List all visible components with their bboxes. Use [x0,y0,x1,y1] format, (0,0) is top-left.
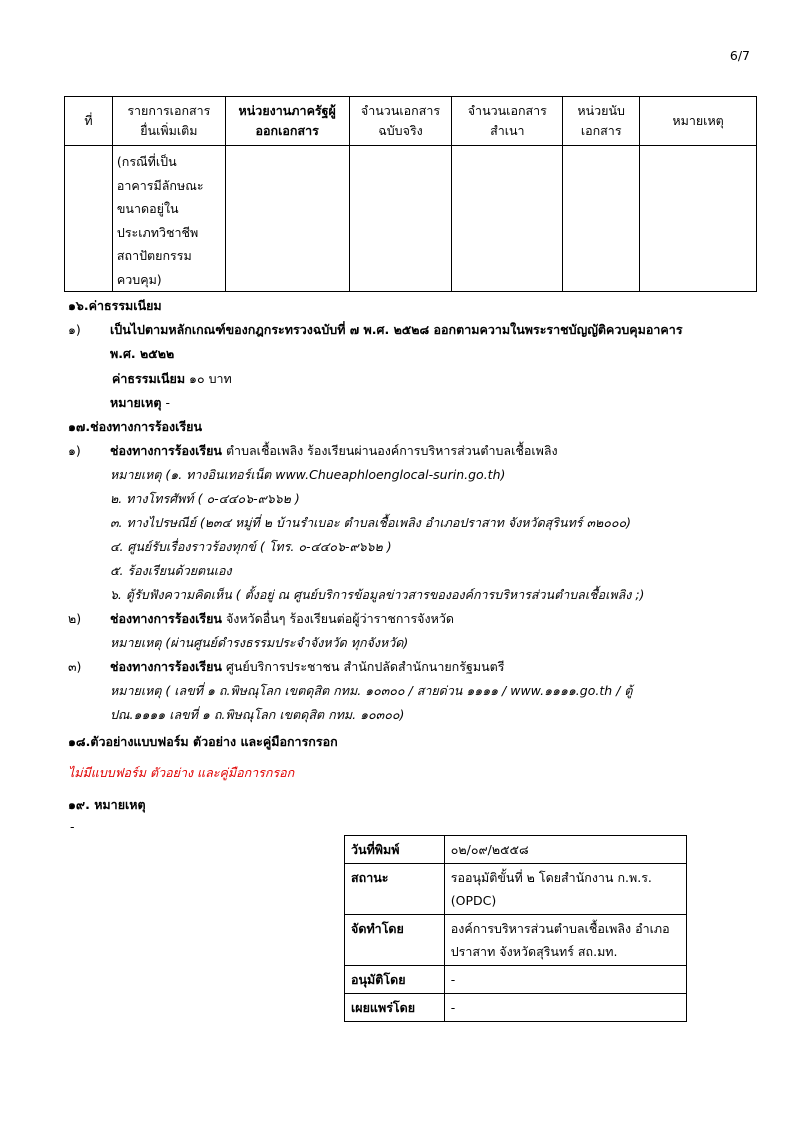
complaint-channel-text: ตำบลเชื้อเพลิง ร้องเรียนผ่านองค์การบริหารส่วนตำบลเชื้อเพลิง [225,443,558,458]
header-remark [640,97,757,146]
s16-fee [112,369,232,389]
s17-item-1-note: ๕. ร้องเรียนด้วยตนเอง [110,563,232,578]
cell-line: ควบคุม) [116,271,162,287]
header-line: ฉบับจริง [378,123,423,138]
section-17-heading: ๑๗.ช่องทางการร้องเรียน [68,419,203,434]
s17-item-2-note: หมายเหตุ (ผ่านศูนย์ดำรงธรรมประจำจังหวัด ทุกจังหวัด) [110,635,409,650]
table-row [345,836,687,864]
cell-line: (กรณีที่เป็น [116,154,177,169]
complaint-channel-text: ศูนย์บริการประชาชน สำนักปลัดสำนักนายกรัฐมนตรี [225,659,505,674]
s17-item-1 [110,441,558,461]
cell-line: อาคารมีลักษณะ [116,177,204,193]
approved-by-label: อนุมัติโดย [345,966,445,994]
s17-item-2-number: ๒) [68,611,82,626]
complaint-channel-label: ช่องทางการร้องเรียน [110,611,222,626]
header-no [65,97,113,146]
header-original-count [349,97,452,146]
s17-item-1-note: หมายเหตุ (๑. ทางอินเทอร์เน็ต www.Chueaphloenglocal-surin.go.th) [110,467,506,482]
section-19-heading: ๑๙. หมายเหตุ [68,797,146,812]
table-row [345,994,687,1022]
header-agency [225,97,349,146]
header-unit [563,97,640,146]
cell-copy-count [452,146,563,292]
header-line: ออกเอกสาร [255,123,319,138]
header-line: จำนวนเอกสาร [467,103,547,118]
s17-item-1-note: ๖. ตู้รับฟังความคิดเห็น ( ตั้งอยู่ ณ ศูนย์บริการข้อมูลข่าวสารขององค์การบริหารส่วนตำบลเชื้อเพลิง ;) [110,587,645,602]
cell-no [65,146,113,292]
print-date-label: วันที่พิมพ์ [345,836,445,864]
cell-original-count [349,146,452,292]
table-row [345,966,687,994]
s17-item-3-number: ๓) [68,659,82,674]
s16-item-line2: พ.ศ. ๒๕๒๒ [110,346,175,361]
cell-line: สถาปัตยกรรม [116,248,192,263]
header-doc-list [112,97,225,146]
remark-value: - [165,395,170,410]
s16-item-number: ๑) [68,322,81,337]
document-info-table [344,835,687,1022]
section-18-heading: ๑๘.ตัวอย่างแบบฟอร์ม ตัวอย่าง และคู่มือการกรอก [68,734,338,749]
header-line: เอกสาร [580,123,622,138]
header-line: ยื่นเพิ่มเติม [140,123,198,138]
header-copy-count [452,97,563,146]
s17-item-3-note: ปณ.๑๑๑๑ เลขที่ ๑ ถ.พิษณุโลก เขตดุสิต กทม. ๑๐๓๐๐) [110,707,405,722]
fee-label: ค่าธรรมเนียม [112,371,186,386]
s17-item-1-note: ๒. ทางโทรศัพท์ ( ๐-๔๔๐๖-๙๖๖๒ ) [110,491,300,506]
s17-item-3 [110,657,504,677]
fee-value: ๑๐ บาท [189,371,232,386]
s17-item-1-note: ๓. ทางไปรษณีย์ (๒๓๔ หมู่ที่ ๒ บ้านรำเบอะ ตำบลเชื้อเพลิง อำเภอปราสาท จังหวัดสุรินทร์ ๓๒๐๐๐) [110,515,632,530]
table-row [65,146,757,292]
s17-item-1-note: ๔. ศูนย์รับเรื่องราวร้องทุกข์ ( โทร. ๐-๔๔๐๖-๙๖๖๒ ) [110,539,392,554]
s17-item-2 [110,609,454,629]
s17-item-1-number: ๑) [68,443,81,458]
header-remark-label: หมายเหตุ [672,113,724,128]
section-16-heading: ๑๖.ค่าธรรมเนียม [68,298,162,313]
header-line: สำเนา [490,123,525,138]
prepared-by-value: องค์การบริหารส่วนตำบลเชื้อเพลิง อำเภอปราสาท จังหวัดสุรินทร์ สถ.มท. [444,915,686,966]
no-form-note: ไม่มีแบบฟอร์ม ตัวอย่าง และคู่มือการกรอก [68,765,295,780]
s16-remark [110,393,170,413]
print-date-value: ๐๒/๐๙/๒๕๕๘ [444,836,686,864]
header-no-label: ที่ [84,113,93,128]
header-line: หน่วยงานภาครัฐผู้ [238,103,336,118]
s16-item-line1: เป็นไปตามหลักเกณฑ์ของกฎกระทรวงฉบับที่ ๗ พ.ศ. ๒๕๒๘ ออกตามความในพระราชบัญญัติควบคุมอาคาร [110,322,683,337]
remark-label: หมายเหตุ [110,395,162,410]
cell-doc-list [112,146,225,292]
complaint-channel-label: ช่องทางการร้องเรียน [110,659,222,674]
header-line: รายการเอกสาร [127,103,211,118]
documents-table [64,96,757,292]
published-by-value: - [444,994,686,1022]
cell-agency [225,146,349,292]
cell-unit [563,146,640,292]
complaint-channel-text: จังหวัดอื่นๆ ร้องเรียนต่อผู้ว่าราชการจังหวัด [225,611,454,626]
table-row [345,915,687,966]
complaint-channel-label: ช่องทางการร้องเรียน [110,443,222,458]
cell-remark [640,146,757,292]
cell-line: ขนาดอยู่ใน [116,201,179,216]
status-label: สถานะ [345,864,445,915]
published-by-label: เผยแพร่โดย [345,994,445,1022]
approved-by-value: - [444,966,686,994]
page-number: 6/7 [729,48,750,63]
header-line: จำนวนเอกสาร [360,103,441,118]
section-19-value: - [70,819,75,834]
cell-line: ประเภทวิชาชีพ [116,224,199,240]
table-header-row [65,97,757,146]
status-value: รออนุมัติขั้นที่ ๒ โดยสำนักงาน ก.พ.ร. (OPDC) [444,864,686,915]
header-line: หน่วยนับ [577,103,625,118]
prepared-by-label: จัดทำโดย [345,915,445,966]
table-row [345,864,687,915]
s17-item-3-note: หมายเหตุ ( เลขที่ ๑ ถ.พิษณุโลก เขตดุสิต กทม. ๑๐๓๐๐ / สายด่วน ๑๑๑๑ / www.๑๑๑๑.go.th / ตู้ [110,683,633,698]
